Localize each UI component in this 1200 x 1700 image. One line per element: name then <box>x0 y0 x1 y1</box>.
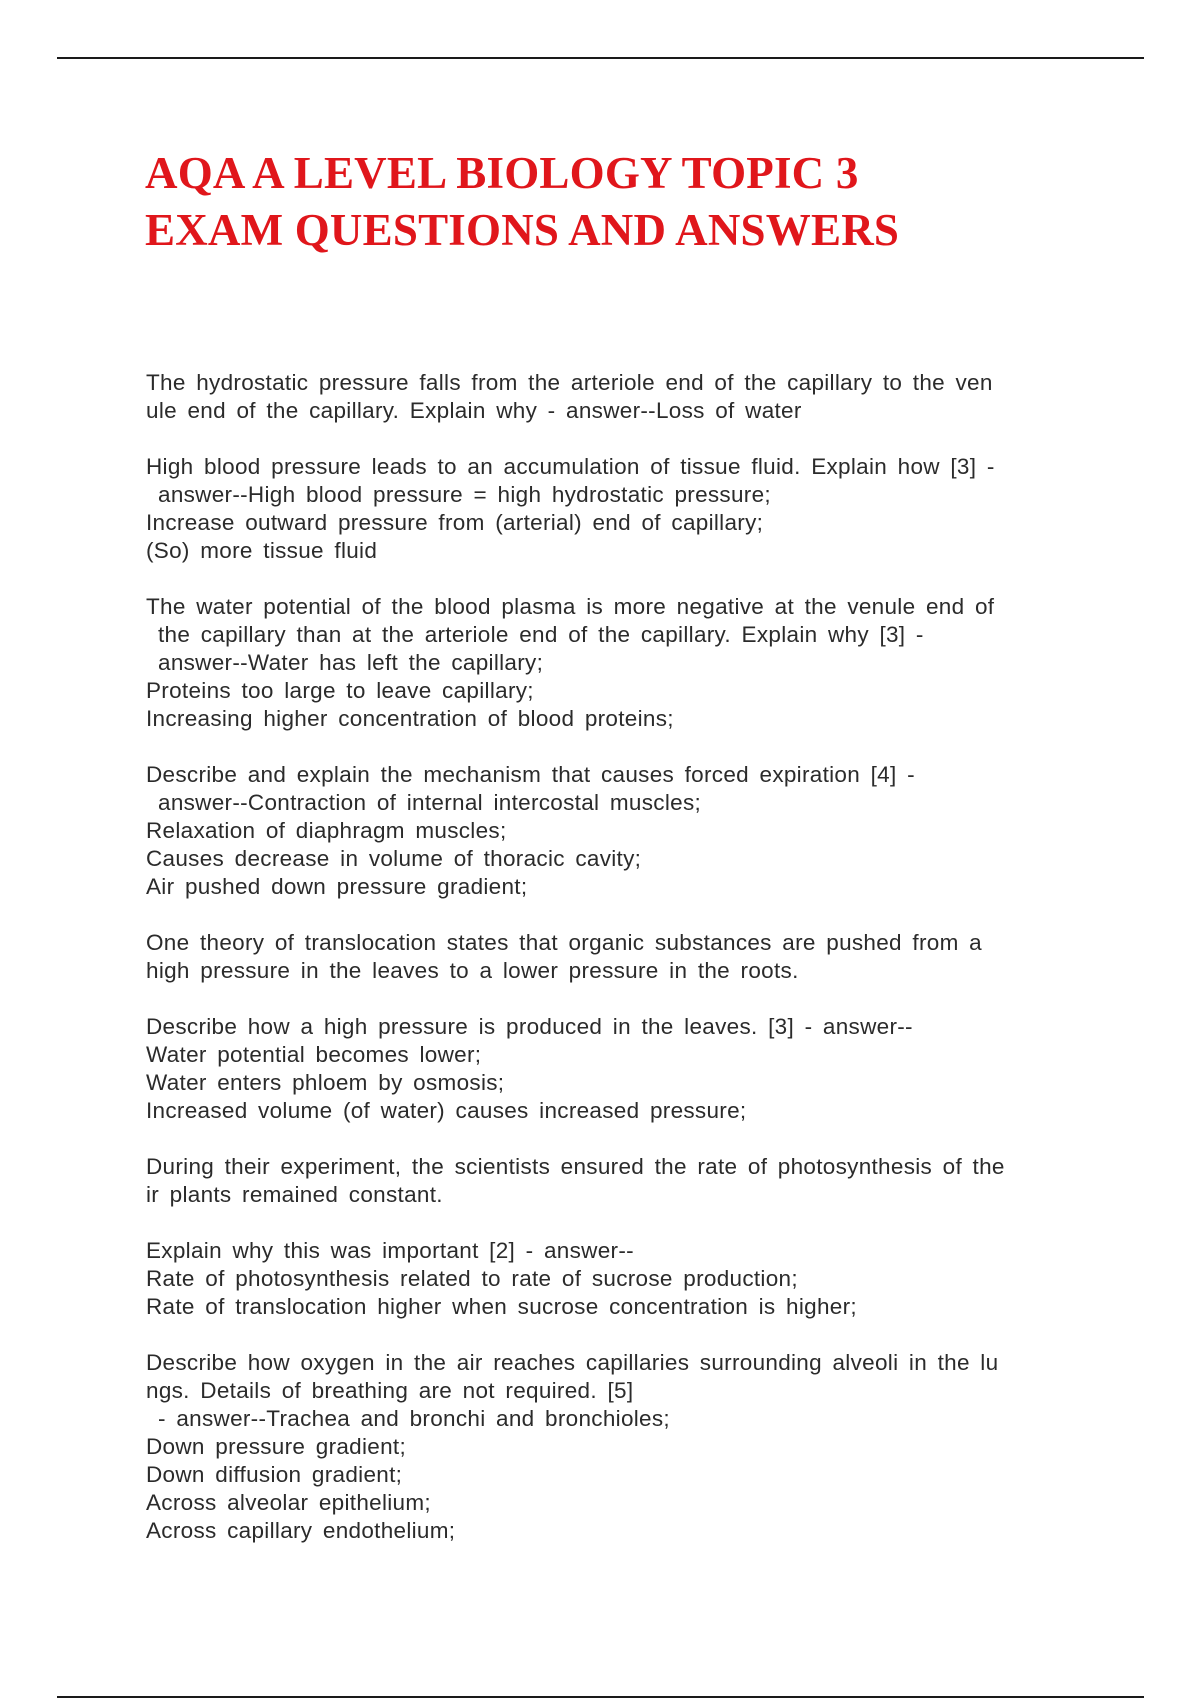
qa-list <box>146 369 1066 1573</box>
text-line: Rate of translocation higher when sucrose concentration is higher; <box>146 1294 857 1319</box>
text-line: Explain why this was important [2] - answer-- <box>146 1238 634 1263</box>
text-line: the capillary than at the arteriole end of the capillary. Explain why [3] - <box>158 622 924 647</box>
qa-block <box>146 761 1066 901</box>
text-line: The water potential of the blood plasma is more negative at the venule end of <box>146 594 995 619</box>
text-line: Proteins too large to leave capillary; <box>146 678 534 703</box>
text-line: Down diffusion gradient; <box>146 1462 403 1487</box>
qa-block <box>146 593 1066 733</box>
qa-block <box>146 1153 1066 1209</box>
text-line: - answer--Trachea and bronchi and bronchioles; <box>158 1406 670 1431</box>
qa-block <box>146 1349 1066 1545</box>
text-line: answer--Water has left the capillary; <box>158 650 544 675</box>
text-line: Describe and explain the mechanism that causes forced expiration [4] - <box>146 762 915 787</box>
text-line: ngs. Details of breathing are not required. [5] <box>146 1378 634 1403</box>
text-line: Describe how oxygen in the air reaches capillaries surrounding alveoli in the lu <box>146 1350 999 1375</box>
text-line: Across alveolar epithelium; <box>146 1490 431 1515</box>
qa-block <box>146 369 1066 425</box>
text-line: Down pressure gradient; <box>146 1434 407 1459</box>
text-line: Relaxation of diaphragm muscles; <box>146 818 507 843</box>
text-line: The hydrostatic pressure falls from the arteriole end of the capillary to the ven <box>146 370 993 395</box>
text-line: Water potential becomes lower; <box>146 1042 482 1067</box>
top-rule <box>57 57 1144 59</box>
text-line: Describe how a high pressure is produced in the leaves. [3] - answer-- <box>146 1014 913 1039</box>
text-line: One theory of translocation states that organic substances are pushed from a <box>146 930 982 955</box>
text-line: high pressure in the leaves to a lower pressure in the roots. <box>146 958 799 983</box>
text-line: Increased volume (of water) causes increased pressure; <box>146 1098 747 1123</box>
qa-block <box>146 1013 1066 1125</box>
text-line: ir plants remained constant. <box>146 1182 443 1207</box>
text-line: Across capillary endothelium; <box>146 1518 456 1543</box>
qa-block <box>146 1237 1066 1321</box>
text-line: Increase outward pressure from (arterial) end of capillary; <box>146 510 764 535</box>
bottom-rule <box>57 1696 1144 1698</box>
text-line: High blood pressure leads to an accumulation of tissue fluid. Explain how [3] - <box>146 454 995 479</box>
text-line: Increasing higher concentration of blood proteins; <box>146 706 674 731</box>
text-line: (So) more tissue fluid <box>146 538 378 563</box>
text-line: ule end of the capillary. Explain why - answer--Loss of water <box>146 398 802 423</box>
qa-block <box>146 929 1066 985</box>
title-line-1: AQA A LEVEL BIOLOGY TOPIC 3 <box>145 148 859 198</box>
text-line: answer--Contraction of internal intercostal muscles; <box>158 790 702 815</box>
qa-block <box>146 453 1066 565</box>
text-line: answer--High blood pressure = high hydrostatic pressure; <box>158 482 771 507</box>
text-line: Rate of photosynthesis related to rate of sucrose production; <box>146 1266 798 1291</box>
text-line: Water enters phloem by osmosis; <box>146 1070 505 1095</box>
document-title <box>145 145 1105 259</box>
text-line: During their experiment, the scientists ensured the rate of photosynthesis of the <box>146 1154 1005 1179</box>
text-line: Causes decrease in volume of thoracic cavity; <box>146 846 642 871</box>
text-line: Air pushed down pressure gradient; <box>146 874 528 899</box>
title-line-2: EXAM QUESTIONS AND ANSWERS <box>145 205 900 255</box>
